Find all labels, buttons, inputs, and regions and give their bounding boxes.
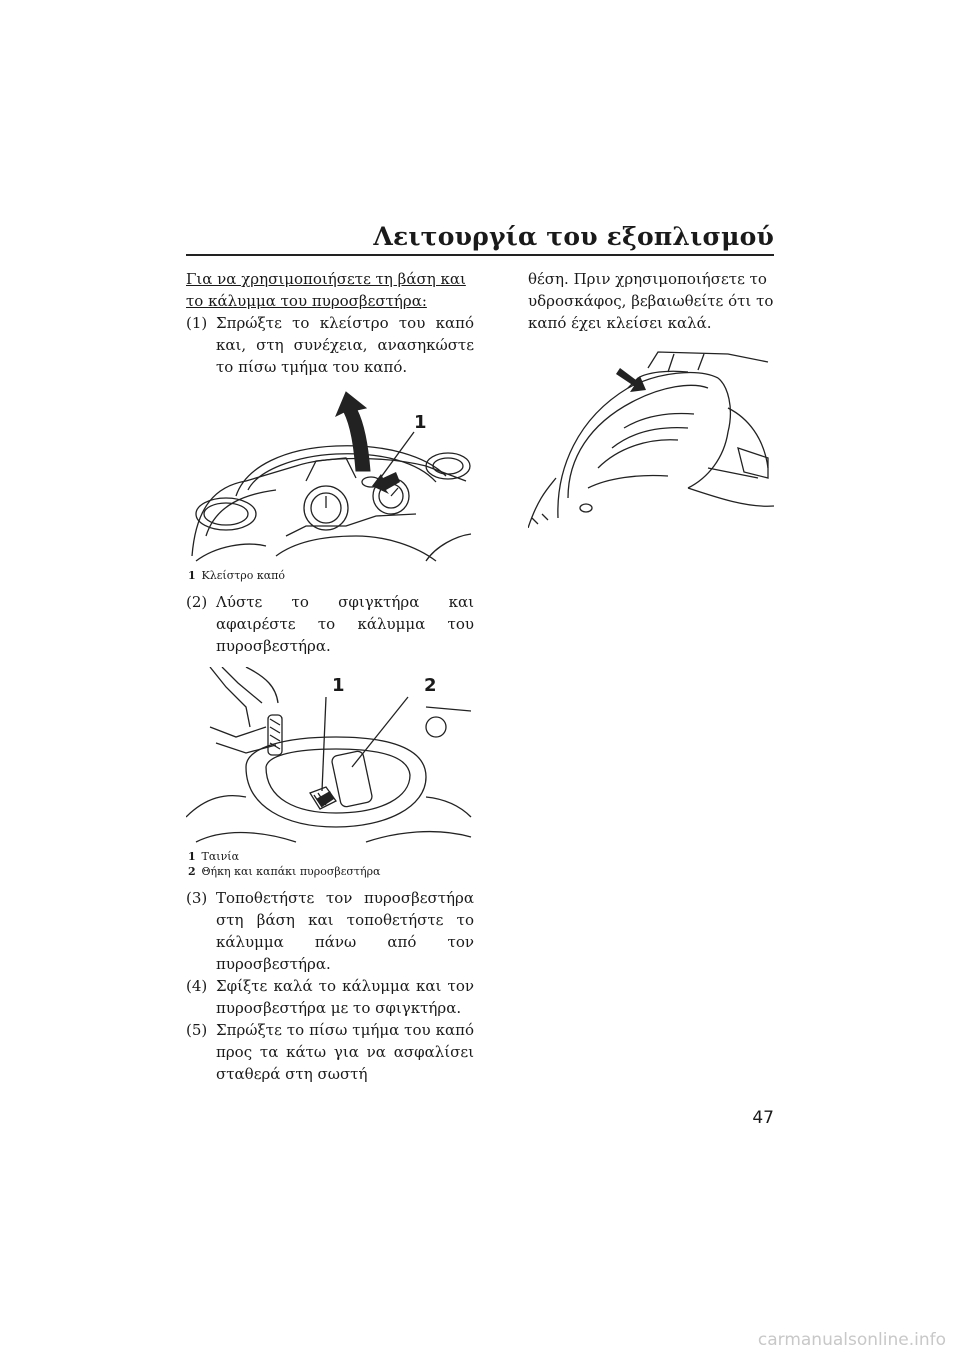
figure2-caption: [186, 849, 474, 879]
step-text: Λύστε το σφιγκτήρα και αφαιρέστε το κάλυμμα του πυροσβεστήρα.: [216, 593, 474, 655]
callout-1: 1: [414, 412, 427, 433]
caption-number: 1: [188, 850, 196, 863]
figure-extinguisher-holder: [186, 667, 474, 847]
step-5: [186, 1019, 474, 1085]
step-3: [186, 887, 474, 975]
step-number: (2): [186, 593, 208, 611]
header-rule: [186, 254, 774, 256]
caption-text: Κλείστρο καπό: [201, 569, 286, 582]
callout-2: 2: [424, 675, 437, 696]
step-number: (3): [186, 889, 208, 907]
left-column: [186, 268, 474, 1085]
page-title: Λειτουργία του εξοπλισμού: [373, 222, 774, 251]
page-number: 47: [752, 1108, 774, 1128]
step-number: (4): [186, 977, 208, 995]
step-4: [186, 975, 474, 1019]
caption-row: [188, 864, 474, 879]
figure-hood-closed: [528, 348, 774, 528]
step-text: Τοποθετήστε τον πυροσβεστήρα στη βάση και τοποθετήστε το κάλυμμα πάνω από τον πυροσβεστήρα.: [216, 889, 474, 973]
step-number: (1): [186, 314, 208, 332]
figure-hood-latch: [186, 386, 474, 566]
hood-closed-illustration: [528, 348, 774, 528]
step-text: Σπρώξτε το κλείστρο του καπό και, στη συνέχεια, ανασηκώστε το πίσω τμήμα του καπό.: [216, 314, 474, 376]
caption-number: 1: [188, 569, 196, 582]
callout-1: 1: [332, 675, 345, 696]
watermark: carmanualsonline.info: [757, 1330, 946, 1350]
figure1-caption: [186, 568, 474, 583]
continuation-text: θέση. Πριν χρησιμοποιήσετε το υδροσκάφος, βεβαιωθείτε ότι το καπό έχει κλείσει καλά.: [528, 270, 774, 332]
hood-latch-illustration: [186, 386, 474, 566]
right-column: [528, 268, 774, 528]
step-2: [186, 591, 474, 657]
step-text: Σπρώξτε το πίσω τμήμα του καπό προς τα κάτω για να ασφαλίσει σταθερά στη σωστή: [216, 1021, 474, 1083]
caption-text: Θήκη και καπάκι πυροσβεστήρα: [201, 865, 381, 878]
step-1: [186, 312, 474, 378]
caption-text: Ταινία: [201, 850, 240, 863]
caption-number: 2: [188, 865, 196, 878]
step-number: (5): [186, 1021, 208, 1039]
step-text: Σφίξτε καλά το κάλυμμα και τον πυροσβεστήρα με το σφιγκτήρα.: [216, 977, 474, 1017]
caption-row: [188, 849, 474, 864]
section-heading: Για να χρησιμοποιήσετε τη βάση και το κάλυμμα του πυροσβεστήρα:: [186, 270, 466, 310]
